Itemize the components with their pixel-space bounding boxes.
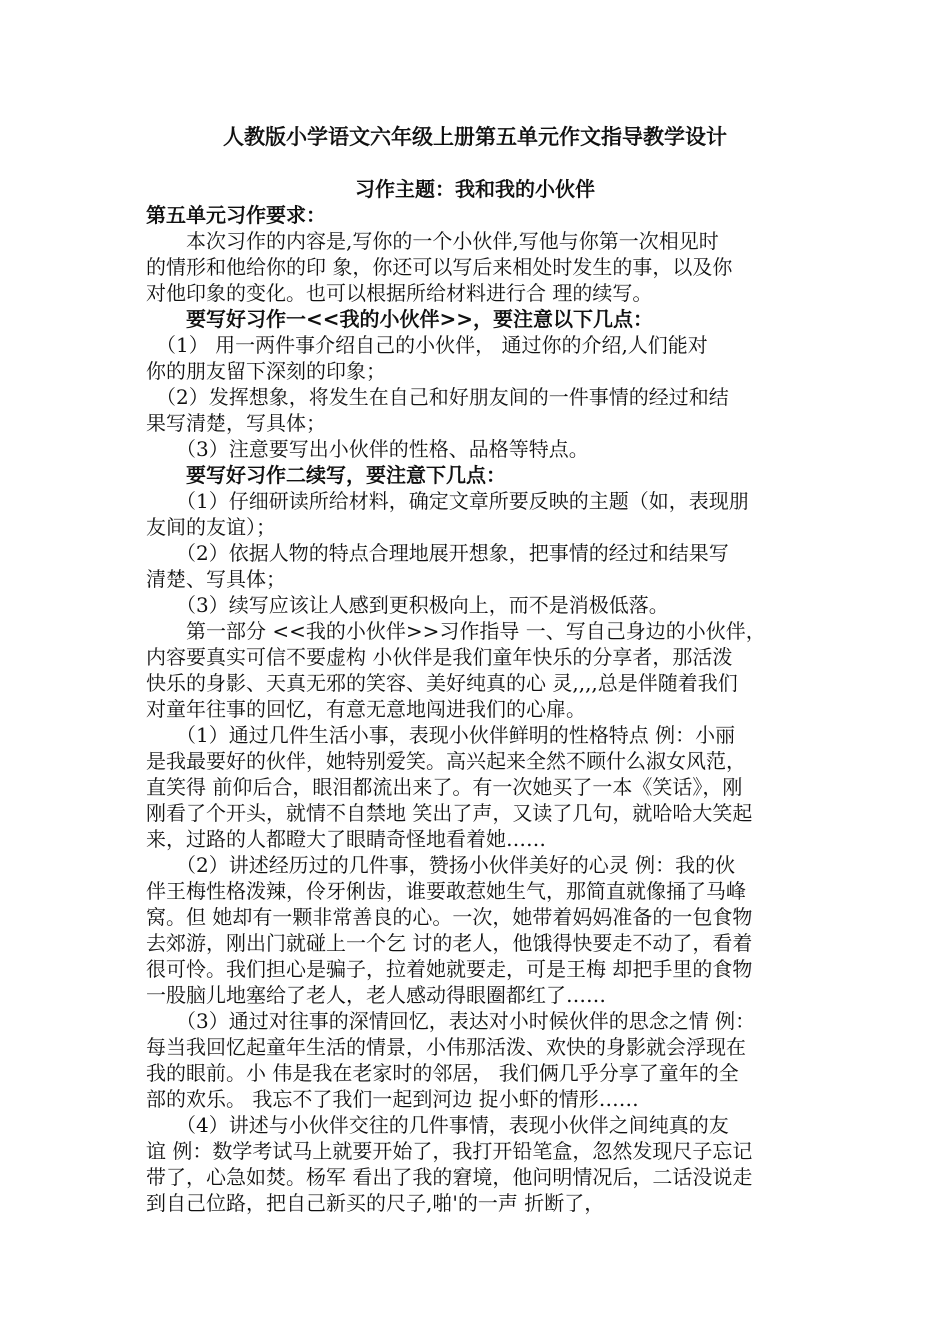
paragraph-line: 去郊游，刚出门就碰上一个乞 讨的老人，他饿得快要走不动了，看着: [146, 931, 753, 955]
paragraph-line: （1）通过几件生活小事，表现小伙伴鲜明的性格特点 例：小丽: [146, 723, 736, 747]
document-title: 人教版小学语文六年级上册第五单元作文指导教学设计: [223, 125, 727, 149]
paragraph-line: 直笑得 前仰后合，眼泪都流出来了。有一次她买了一本《笑话》，刚: [146, 775, 743, 799]
paragraph-line: 快乐的身影、天真无邪的笑容、美好纯真的心 灵,,,,总是伴随着我们: [146, 671, 738, 695]
paragraph-line: （1） 用一两件事介绍自己的小伙伴， 通过你的介绍,人们能对: [146, 333, 708, 357]
paragraph-line: 果写清楚，写具体；: [146, 411, 326, 435]
section-heading: 要写好习作二续写，要注意下几点：: [146, 463, 506, 487]
paragraph-line: 来，过路的人都瞪大了眼睛奇怪地看着她……: [146, 827, 546, 851]
paragraph-line: 清楚、写具体；: [146, 567, 286, 591]
paragraph-line: 每当我回忆起童年生活的情景，小伟那活泼、欢快的身影就会浮现在: [146, 1035, 746, 1059]
paragraph-line: 本次习作的内容是,写你的一个小伙伴,写他与你第一次相见时: [146, 229, 719, 253]
paragraph-line: 对童年往事的回忆，有意无意地闯进我们的心扉。: [146, 697, 586, 721]
paragraph-line: 第一部分 <<我的小伙伴>>习作指导 一、写自己身边的小伙伴，: [146, 619, 766, 643]
paragraph-line: 的情形和他给你的印 象，你还可以写后来相处时发生的事，以及你: [146, 255, 733, 279]
paragraph-line: （2）发挥想象，将发生在自己和好朋友间的一件事情的经过和结: [146, 385, 729, 409]
paragraph-line: （2）依据人物的特点合理地展开想象，把事情的经过和结果写: [146, 541, 729, 565]
paragraph-line: 我的眼前。小 伟是我在老家时的邻居， 我们俩几乎分享了童年的全: [146, 1061, 739, 1085]
paragraph-line: （2）讲述经历过的几件事，赞扬小伙伴美好的心灵 例：我的伙: [146, 853, 736, 877]
paragraph-line: 友间的友谊）；: [146, 515, 276, 539]
paragraph-line: 谊 例：数学考试马上就要开始了，我打开铅笔盒，忽然发现尺子忘记: [146, 1139, 753, 1163]
paragraph-line: 到自己位路，把自己新买的尺子,啪'的一声 折断了，: [146, 1191, 605, 1215]
paragraph-line: 对他印象的变化。也可以根据所给材料进行合 理的续写。: [146, 281, 653, 305]
paragraph-line: 伴王梅性格泼辣，伶牙俐齿，谁要敢惹她生气，那简直就像捅了马峰: [146, 879, 746, 903]
paragraph-line: （3）续写应该让人感到更积极向上，而不是消极低落。: [146, 593, 669, 617]
section-heading: 要写好习作一<<我的小伙伴>>，要注意以下几点：: [146, 307, 654, 331]
section-heading: 第五单元习作要求：: [146, 203, 326, 227]
paragraph-line: 一股脑儿地塞给了老人，老人感动得眼圈都红了……: [146, 983, 606, 1007]
paragraph-line: 刚看了个开头，就情不自禁地 笑出了声，又读了几句，就哈哈大笑起: [146, 801, 753, 825]
paragraph-line: 部的欢乐。 我忘不了我们一起到河边 捉小虾的情形……: [146, 1087, 639, 1111]
paragraph-line: 是我最要好的伙伴，她特别爱笑。高兴起来全然不顾什么淑女风范，: [146, 749, 746, 773]
paragraph-line: 内容要真实可信不要虚构 小伙伴是我们童年快乐的分享者，那活泼: [146, 645, 733, 669]
document-subtitle: 习作主题：我和我的小伙伴: [355, 177, 595, 201]
paragraph-line: 你的朋友留下深刻的印象；: [146, 359, 386, 383]
paragraph-line: 窝。但 她却有一颗非常善良的心。一次，她带着妈妈准备的一包食物: [146, 905, 753, 929]
paragraph-line: （3）注意要写出小伙伴的性格、品格等特点。: [146, 437, 589, 461]
paragraph-line: （1）仔细研读所给材料，确定文章所要反映的主题（如，表现朋: [146, 489, 749, 513]
paragraph-line: 带了，心急如焚。杨军 看出了我的窘境，他问明情况后，二话没说走: [146, 1165, 753, 1189]
paragraph-line: （3）通过对往事的深情回忆，表达对小时候伙伴的思念之情 例：: [146, 1009, 756, 1033]
paragraph-line: （4）讲述与小伙伴交往的几件事情，表现小伙伴之间纯真的友: [146, 1113, 729, 1137]
paragraph-line: 很可怜。我们担心是骗子，拉着她就要走，可是王梅 却把手里的食物: [146, 957, 753, 981]
